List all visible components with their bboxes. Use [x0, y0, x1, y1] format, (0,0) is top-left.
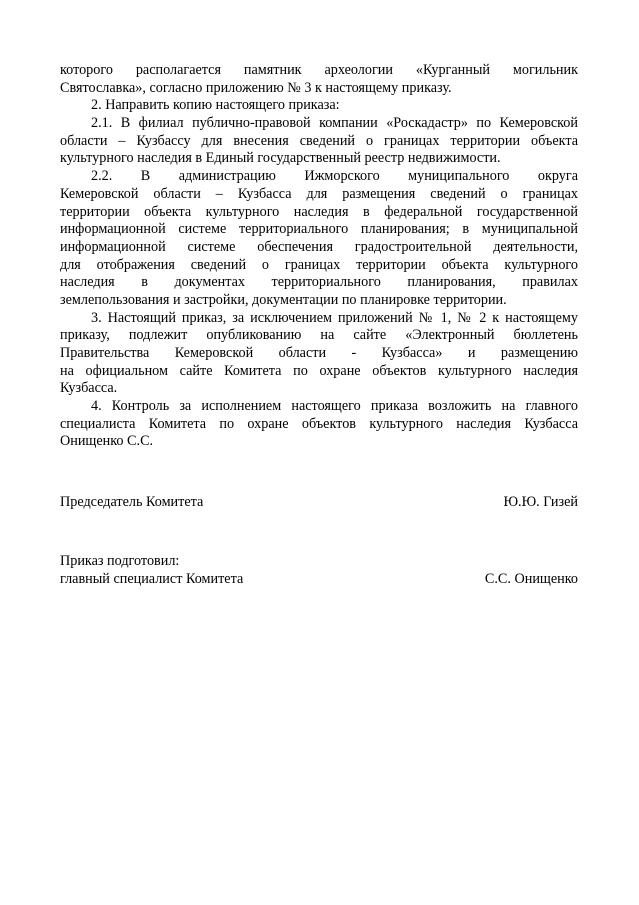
- text-line: для отображения сведений о границах территории объекта культурного: [60, 256, 578, 273]
- paragraph-4: [60, 398, 578, 451]
- prepared-by-heading-row: [60, 553, 578, 571]
- text-line: специалиста Комитета по охране объектов культурного наследия Кузбасса: [60, 415, 578, 432]
- text-line: культурного наследия в Единый государственный реестр недвижимости.: [60, 150, 501, 167]
- text-line: 2.1. В филиал публично-правовой компании «Роскадастр» по Кемеровской: [91, 115, 578, 132]
- text-line: Онищенко С.С.: [60, 433, 154, 450]
- paragraph-2-2: [60, 168, 578, 310]
- paragraph-2-1: [60, 115, 578, 168]
- text-line: землепользования и застройки, документации по планировке территории.: [60, 291, 507, 308]
- text-line: Кемеровской области – Кузбасса для размещения сведений о границах: [60, 185, 578, 202]
- text-line: 4. Контроль за исполнением настоящего приказа возложить на главного: [91, 398, 578, 415]
- text-line: области – Кузбассу для внесения сведений о границах территории объекта: [60, 132, 578, 149]
- paragraph-3: [60, 310, 578, 398]
- text-line: приказу, подлежит опубликованию на сайте «Электронный бюллетень: [60, 327, 578, 344]
- text-line: наследия в документах территориального планирования, правилах: [60, 274, 578, 291]
- signatory-name: Ю.Ю. Гизей: [503, 494, 578, 510]
- signatory-position: Председатель Комитета: [60, 494, 204, 510]
- text-line: на официальном сайте Комитета по охране объектов культурного наследия: [60, 362, 578, 379]
- text-line: Кузбасса.: [60, 380, 118, 397]
- paragraph-2: [60, 97, 578, 115]
- signature-block: [60, 494, 578, 512]
- preparer-position: главный специалист Комитета: [60, 570, 244, 587]
- text-line: территории объекта культурного наследия в федеральной государственной: [60, 203, 578, 220]
- document-body: [60, 62, 578, 451]
- prepared-by-heading: Приказ подготовил:: [60, 553, 180, 569]
- prepared-by-block: [60, 553, 578, 588]
- text-line: которого располагается памятник археологии «Курганный могильник: [60, 62, 578, 78]
- preparer-name: С.С. Онищенко: [484, 570, 578, 587]
- text-line: 2.2. В администрацию Ижморского муниципального округа: [91, 168, 578, 185]
- text-line: Святославка», согласно приложению № 3 к настоящему приказу.: [60, 79, 452, 96]
- text-line: информационной системе территориального планирования; в муниципальной: [60, 221, 578, 238]
- paragraph-1: [60, 62, 578, 97]
- prepared-by-row: [60, 571, 578, 589]
- text-line: 3. Настоящий приказ, за исключением приложений № 1, № 2 к настоящему: [91, 309, 578, 326]
- text-line: 2. Направить копию настоящего приказа:: [91, 97, 340, 114]
- signature-row: [60, 494, 578, 512]
- text-line: информационной системе обеспечения градостроительной деятельности,: [60, 238, 578, 255]
- text-line: Правительства Кемеровской области - Кузбасса» и размещению: [60, 345, 578, 361]
